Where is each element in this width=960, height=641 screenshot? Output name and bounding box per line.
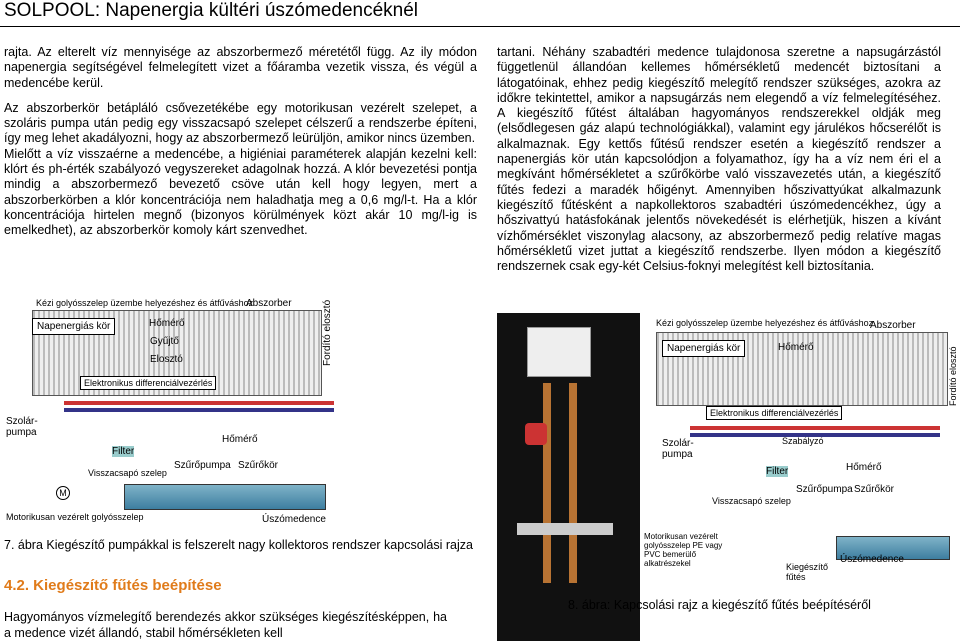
thermometer-label: Hőmérő	[778, 342, 814, 353]
paragraph: tartani. Néhány szabadtéri medence tulajdonosa szeretne a napsugárzástól függetlenül állandóan kellemes hőmérsékletű medencét biztosítani a látogatóinak, ehhez pedig kiegészítő melegítő rendszer szükséges, azokra az időkre tekintettel, amikor a napsugárzás nem elegendő a víz felmelegítéséhez. A kiegészítő fűtést általában hagyományos rendszerekkel oldják meg (elsődlegesen gáz alapú technológiákkal), valamint egy járulékos hőcserélőt is alkalmaznak. Egy kettős fűtésű rendszer esetén a kiegészítő rendszer a napenergiás kör után kapcsolódjon a folyamathoz, így ha a víz nem éri el a megkívánt hőmérsékletet a szűrőkörbe való visszavezetés után, a kiegészítő fűtés fedezi a maradék hőigényt. Amennyiben hőszivattyúkat alkalmazunk kiegészítő fűtésként a napkollektoros szabadtéri úszómedencékhez, úgy a hőszivattyú hatásfokának jelentős növekedését is elérhetjük, hiszen a kívánt vízhőmérséklet viszonylag alacsony, az abszorbermező pedig relatíve magas hőmérsékletű vizet juttat a kiegészítő rendszerbe. Ilyen módon a kiegészítő rendszernek csak egy-két Celsius-foknyi melegítést kell biztosítania.	[497, 45, 941, 274]
supply-pipe	[690, 426, 940, 430]
pump-icon	[525, 423, 547, 445]
thermometer-label: Hőmérő	[149, 318, 185, 329]
motor-icon: M	[56, 486, 70, 500]
figure-7-diagram	[4, 296, 474, 524]
pool-label: Úszómedence	[262, 514, 326, 525]
filter-pump-label: Szűrőpumpa	[174, 460, 231, 471]
absorber-label: Abszorber	[870, 320, 916, 331]
filter-pump-label: Szűrőpumpa	[796, 484, 853, 495]
controller-box: Elektronikus differenciálvezérlés	[706, 406, 842, 420]
controller-box: Elektronikus differenciálvezérlés	[80, 376, 216, 390]
solar-pump-label: Szolár- pumpa	[662, 438, 694, 460]
manual-valve-label: Kézi golyósszelep üzembe helyezéshez és átfűváshoz	[36, 298, 254, 308]
motor-valve-label: Motorikusan vezérelt golyósszelep	[6, 512, 144, 522]
figure-7-caption: 7. ábra Kiegészítő pumpákkal is felszerelt nagy kollektoros rendszer kapcsolási rajza	[4, 538, 473, 552]
controller-unit	[527, 327, 591, 377]
diverter-label: Fordító elosztó	[322, 299, 333, 366]
solar-circuit-box: Napenergiás kör	[662, 340, 745, 357]
regulator-label: Szabályzó	[782, 436, 824, 446]
copper-pipe	[569, 383, 577, 583]
filter-circuit-label: Szűrőkör	[854, 484, 895, 495]
check-valve-label: Visszacsapó szelep	[712, 496, 791, 506]
section-heading: 4.2. Kiegészítő fűtés beépítése	[4, 577, 222, 594]
check-valve-label: Visszacsapó szelep	[88, 468, 167, 478]
paragraph: Az abszorberkör betápláló csővezetékébe egy motorikusan vezérelt szelepet, a szoláris pumpa után pedig egy visszacsapó szelepet célszerű a rendszerbe építeni, így meg lehet akadályozni, hogy az abszorbermező leürüljön, amikor nincs üzemben.	[4, 100, 477, 146]
paragraph: rajta. Az elterelt víz mennyisége az abszorbermező méretétől függ. Az ily módon napenergia segítségével felmelegített vizet a főáramba vezetik vissza, és végül a medencébe kerül.	[4, 45, 477, 90]
manual-valve-label: Kézi golyósszelep üzembe helyezéshez és átfűváshoz	[656, 318, 874, 328]
absorber-label: Abszorber	[246, 298, 292, 309]
return-pipe	[64, 408, 334, 412]
swimming-pool	[124, 484, 326, 510]
left-column	[4, 45, 477, 239]
filter-label: Filter	[766, 466, 789, 477]
header-divider	[0, 26, 960, 27]
page-header	[0, 0, 960, 24]
filter-circuit-label: Szűrőkör	[238, 460, 279, 471]
installation-photo	[497, 313, 640, 641]
thermometer-label-2: Hőmérő	[846, 462, 882, 473]
figure-8-diagram	[644, 316, 960, 586]
distributor-label: Elosztó	[150, 354, 183, 365]
right-column	[497, 45, 941, 274]
solar-circuit-box: Napenergiás kör	[32, 318, 115, 335]
aux-heating-label: Kiegészítő fűtés	[786, 562, 829, 582]
supply-pipe	[64, 401, 334, 405]
diverter-label: Fordító elosztó	[948, 346, 958, 406]
figure-8-caption: 8. ábra: Kapcsolási rajz a kiegészítő fűtés beépítéséről	[568, 598, 871, 612]
solar-pump-label: Szolár- pumpa	[6, 416, 38, 438]
pool-label: Úszómedence	[840, 554, 904, 565]
manifold	[517, 523, 613, 535]
paragraph: Mielőtt a víz visszaérne a medencébe, a higiéniai paraméterek alapján kezelni kell: klórt és ph-érték szabályozó vegyszereket adagolnak hozzá. A klór bevezetési pontja mindig a abszorbermező bevezető csöve után kell hogy legyen, mert a abszorberkörben a klór koncentrációja nem haladhatja meg a 0,6 mg/l-t. Ha a klór koncentrációja hirtelen megnő (bizonyos körülmények közt akár 10 mg/l-ig is emelkedhet), az abszorberkör komoly kárt szenvedhet.	[4, 146, 477, 238]
page-title: SOLPOOL: Napenergia kültéri úszómedencéknél	[4, 0, 419, 21]
filter-label: Filter	[112, 446, 135, 457]
paragraph: Hagyományos vízmelegítő berendezés akkor szükséges kiegészítésképpen, ha a medence vizét állandó, stabil hőmérsékleten kell	[4, 610, 447, 640]
motor-valve-label: Motorikusan vezérelt golyósszelep PE vagy PVC bemerülő alkatrészekel	[644, 532, 723, 568]
thermometer-label-2: Hőmérő	[222, 434, 258, 445]
collector-label: Gyűjtő	[150, 336, 179, 347]
copper-pipe	[543, 383, 551, 583]
